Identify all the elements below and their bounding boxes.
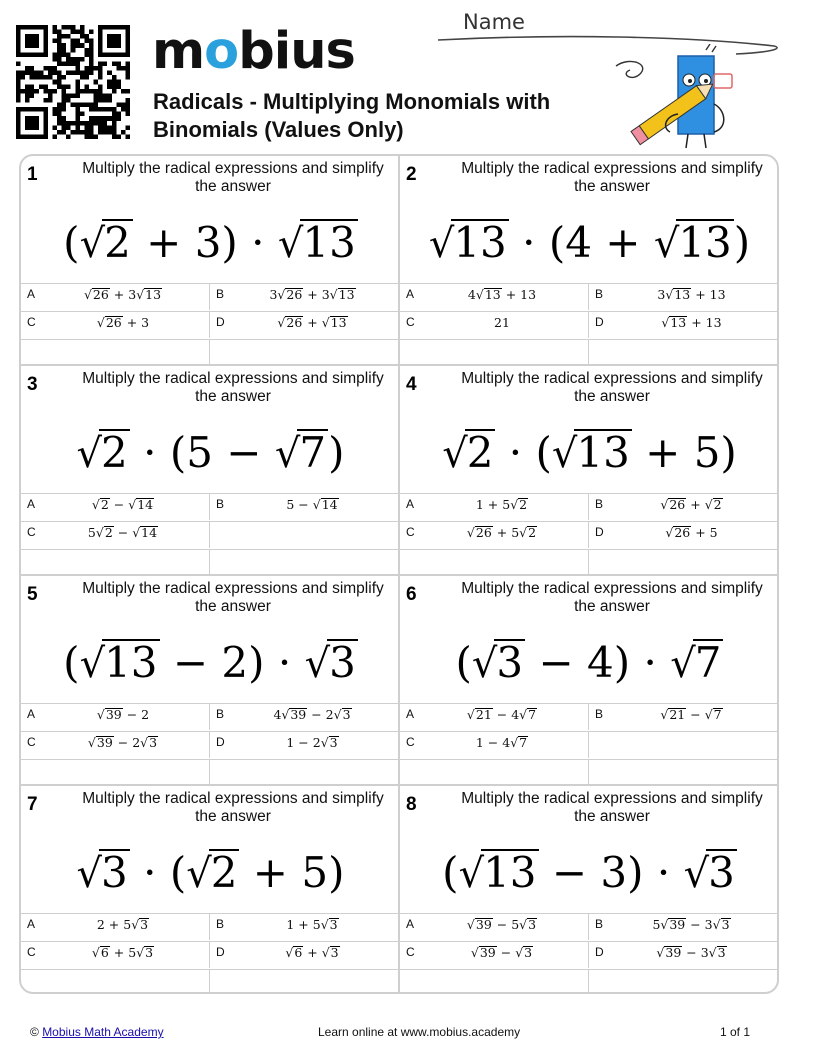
choice-value: √26 + √2 — [660, 497, 722, 512]
problem-expression: (√13 − 2) · √3 — [63, 638, 356, 687]
choice-value: 5√39 − 3√3 — [652, 917, 730, 932]
choice-value: √39 − 3√3 — [656, 945, 726, 960]
problem-number: 6 — [406, 584, 417, 605]
choice-label: A — [27, 287, 36, 301]
choice-label: A — [406, 707, 415, 721]
answer-choices — [400, 493, 779, 576]
choice-label: B — [595, 497, 604, 511]
answer-choice-c[interactable] — [400, 521, 589, 548]
answer-choices — [21, 493, 400, 576]
problem-2 — [400, 156, 779, 366]
qr-code — [16, 25, 130, 139]
problem-5 — [21, 576, 400, 786]
choice-value: √6 + √3 — [285, 945, 339, 960]
choice-value: 1 − 2√3 — [286, 735, 338, 750]
choice-value: √6 + 5√3 — [91, 945, 154, 960]
empty-answer-cell — [589, 759, 778, 786]
choice-label: B — [595, 917, 604, 931]
choice-label: C — [406, 945, 415, 959]
choice-label: A — [27, 707, 36, 721]
answer-choice-a[interactable] — [400, 283, 589, 310]
answer-choice-a[interactable] — [400, 703, 589, 730]
problem-4 — [400, 366, 779, 576]
empty-answer-cell — [589, 969, 778, 994]
choice-label: D — [595, 315, 604, 329]
problem-expression: √2 · (√13 + 5) — [442, 428, 737, 477]
empty-answer-cell — [210, 521, 399, 548]
answer-choice-c[interactable] — [21, 731, 210, 758]
answer-choice-b[interactable] — [210, 703, 399, 730]
copyright-symbol: © — [30, 1025, 39, 1039]
answer-choice-b[interactable] — [210, 493, 399, 520]
answer-choice-d[interactable] — [589, 941, 778, 968]
empty-answer-cell — [210, 339, 399, 366]
empty-answer-cell — [400, 339, 589, 366]
choice-label: C — [27, 525, 36, 539]
choice-value: √21 − 4√7 — [466, 707, 537, 722]
choice-value: 21 — [494, 315, 510, 330]
choice-label: C — [406, 735, 415, 749]
choice-value: 3√13 + 13 — [657, 287, 726, 302]
footer-copyright — [30, 1025, 164, 1039]
answer-choice-a[interactable] — [21, 703, 210, 730]
empty-answer-cell — [400, 969, 589, 994]
choice-value: √39 − 2 — [96, 707, 150, 722]
answer-choice-b[interactable] — [210, 283, 399, 310]
empty-answer-cell — [210, 549, 399, 576]
problem-instruction: Multiply the radical expressions and simplify the answer — [461, 580, 763, 615]
empty-answer-cell — [21, 969, 210, 994]
choice-value: √26 + 3√13 — [83, 287, 162, 302]
choice-value: √26 + 5 — [665, 525, 718, 540]
choice-label: A — [406, 497, 415, 511]
choice-label: D — [216, 735, 225, 749]
choice-value: √26 + 5√2 — [466, 525, 537, 540]
empty-answer-cell — [21, 549, 210, 576]
problem-instruction: Multiply the radical expressions and simplify the answer — [461, 160, 763, 195]
choice-value: √2 − √14 — [91, 497, 154, 512]
choice-label: D — [216, 945, 225, 959]
choice-label: B — [216, 917, 225, 931]
choice-label: C — [27, 735, 36, 749]
choice-value: 1 − 4√7 — [475, 735, 528, 750]
answer-choice-c[interactable] — [400, 941, 589, 968]
empty-answer-cell — [589, 731, 778, 758]
empty-answer-cell — [400, 549, 589, 576]
choice-label: D — [595, 945, 604, 959]
empty-answer-cell — [21, 759, 210, 786]
answer-choice-c[interactable] — [21, 941, 210, 968]
problem-instruction: Multiply the radical expressions and simplify the answer — [82, 580, 384, 615]
choice-value: 4√13 + 13 — [467, 287, 537, 302]
answer-choice-b[interactable] — [589, 703, 778, 730]
problem-number: 4 — [406, 374, 417, 395]
answer-choice-a[interactable] — [21, 913, 210, 940]
choice-value: √26 + √13 — [277, 315, 347, 330]
answer-choice-a[interactable] — [400, 493, 589, 520]
answer-choice-d[interactable] — [589, 311, 778, 338]
answer-choice-c[interactable] — [21, 311, 210, 338]
choice-value: 1 + 5√2 — [475, 497, 528, 512]
page-number: 1 of 1 — [720, 1025, 751, 1039]
empty-answer-cell — [400, 759, 589, 786]
answer-choices — [400, 283, 779, 366]
worksheet-title: Radicals - Multiplying Monomials with Binomials (Values Only) — [153, 89, 551, 142]
answer-choice-b[interactable] — [589, 493, 778, 520]
problem-number: 1 — [27, 164, 38, 185]
choice-label: B — [595, 707, 604, 721]
footer-website: Learn online at www.mobius.academy — [318, 1025, 521, 1039]
choice-label: A — [27, 917, 36, 931]
empty-answer-cell — [210, 969, 399, 994]
choice-value: 2 + 5√3 — [96, 917, 149, 932]
choice-label: B — [595, 287, 604, 301]
name-label: Name — [463, 10, 525, 34]
choice-value: √39 − √3 — [470, 945, 533, 960]
answer-choices — [21, 703, 400, 786]
choice-label: B — [216, 707, 225, 721]
choice-label: D — [595, 525, 604, 539]
problem-expression: (√2 + 3) · √13 — [63, 218, 356, 267]
problem-expression: (√13 − 3) · √3 — [442, 848, 735, 897]
choice-value: √39 − 2√3 — [87, 735, 158, 750]
answer-choices — [400, 913, 779, 994]
choice-value: 5 − √14 — [286, 497, 338, 512]
problem-7 — [21, 786, 400, 994]
answer-choice-b[interactable] — [210, 913, 399, 940]
problem-expression: √3 · (√2 + 5) — [76, 848, 345, 897]
problem-number: 8 — [406, 794, 417, 815]
answer-choices — [21, 283, 400, 366]
empty-answer-cell — [21, 339, 210, 366]
choice-label: B — [216, 497, 225, 511]
mobius-logo — [152, 22, 355, 82]
choice-value: 1 + 5√3 — [286, 917, 338, 932]
choice-value: √26 + 3 — [96, 315, 150, 330]
answer-choice-a[interactable] — [21, 493, 210, 520]
empty-answer-cell — [210, 759, 399, 786]
logo-text: mobius — [152, 22, 355, 81]
problem-instruction: Multiply the radical expressions and simplify the answer — [82, 790, 384, 825]
choice-label: C — [406, 315, 415, 329]
choice-label: D — [216, 315, 225, 329]
answer-choice-b[interactable] — [589, 913, 778, 940]
answer-choice-d[interactable] — [210, 941, 399, 968]
problem-expression: √2 · (5 − √7) — [76, 428, 345, 477]
choice-value: √13 + 13 — [661, 315, 722, 330]
choice-label: A — [406, 917, 415, 931]
choice-value: 4√39 − 2√3 — [273, 707, 351, 722]
choice-value: √39 − 5√3 — [466, 917, 537, 932]
answer-choice-c[interactable] — [400, 731, 589, 758]
choice-label: B — [216, 287, 225, 301]
answer-choice-b[interactable] — [589, 283, 778, 310]
problem-number: 5 — [27, 584, 38, 605]
answer-choices — [400, 703, 779, 786]
problem-6 — [400, 576, 779, 786]
choice-label: C — [27, 945, 36, 959]
choice-label: C — [406, 525, 415, 539]
problem-number: 7 — [27, 794, 38, 815]
answer-choice-d[interactable] — [210, 311, 399, 338]
problem-instruction: Multiply the radical expressions and simplify the answer — [461, 790, 763, 825]
problem-number: 3 — [27, 374, 38, 395]
choice-label: C — [27, 315, 36, 329]
problem-1 — [21, 156, 400, 366]
mobius-academy-link[interactable]: Mobius Math Academy — [42, 1025, 164, 1039]
problem-instruction: Multiply the radical expressions and simplify the answer — [82, 370, 384, 405]
answer-choice-a[interactable] — [400, 913, 589, 940]
empty-answer-cell — [589, 549, 778, 576]
problem-instruction: Multiply the radical expressions and simplify the answer — [82, 160, 384, 195]
problem-instruction: Multiply the radical expressions and simplify the answer — [461, 370, 763, 405]
answer-choice-a[interactable] — [21, 283, 210, 310]
problem-8 — [400, 786, 779, 994]
mascot-illustration — [610, 44, 735, 156]
choice-value: √21 − √7 — [660, 707, 722, 722]
choice-label: A — [406, 287, 415, 301]
problem-grid — [19, 154, 779, 994]
problem-3 — [21, 366, 400, 576]
choice-value: 5√2 − √14 — [87, 525, 158, 540]
empty-answer-cell — [589, 339, 778, 366]
problem-expression: √13 · (4 + √13) — [428, 218, 751, 267]
answer-choice-c[interactable] — [21, 521, 210, 548]
problem-number: 2 — [406, 164, 417, 185]
problem-expression: (√3 − 4) · √7 — [455, 638, 722, 687]
choice-value: 3√26 + 3√13 — [269, 287, 355, 302]
answer-choice-d[interactable] — [589, 521, 778, 548]
answer-choices — [21, 913, 400, 994]
answer-choice-d[interactable] — [210, 731, 399, 758]
choice-label: A — [27, 497, 36, 511]
answer-choice-c[interactable] — [400, 311, 589, 338]
